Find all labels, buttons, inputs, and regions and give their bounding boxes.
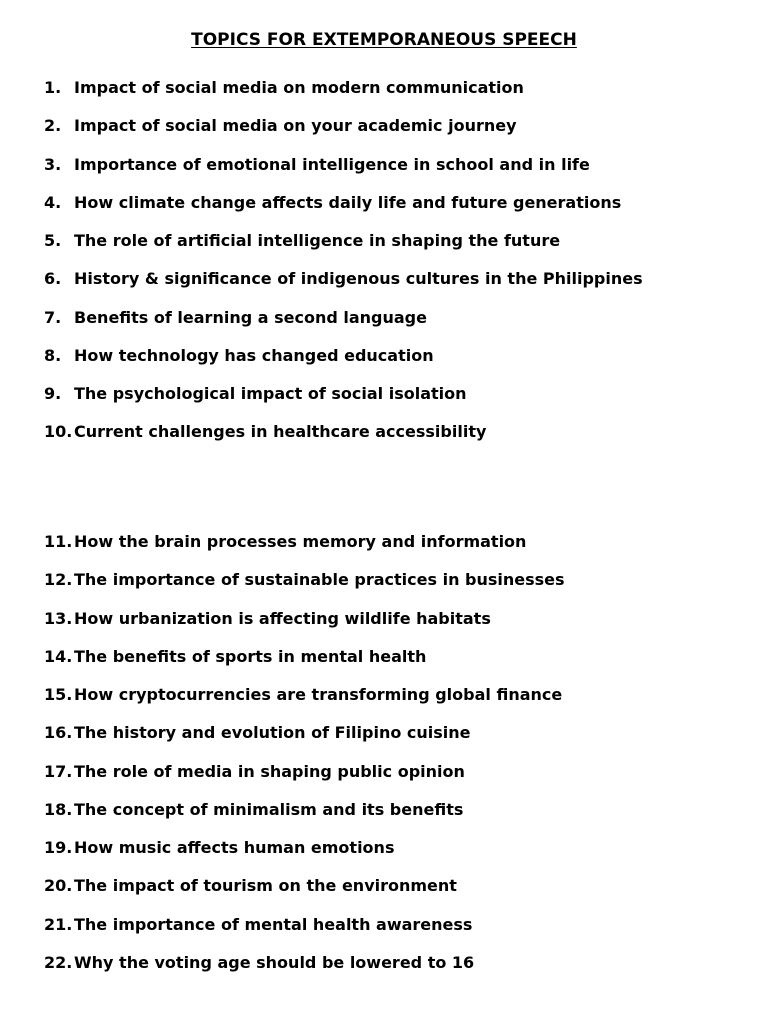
list-item — [44, 914, 565, 952]
item-text: The concept of minimalism and its benefits — [74, 799, 464, 819]
item-number: 3. — [44, 154, 62, 174]
item-text: The role of artificial intelligence in shaping the future — [74, 231, 561, 250]
document-title: TOPICS FOR EXTEMPORANEOUS SPEECH — [191, 30, 577, 50]
list-item — [44, 722, 565, 760]
item-text: How music affects human emotions — [74, 838, 395, 857]
item-text: The benefits of sports in mental health — [74, 646, 427, 666]
item-text: How the brain processes memory and information — [74, 532, 527, 551]
item-text: How cryptocurrencies are transforming global finance — [74, 685, 563, 704]
item-text: The importance of sustainable practices in businesses — [74, 570, 565, 590]
item-number: 15. — [44, 685, 73, 704]
item-text: Why the voting age should be lowered to 16 — [74, 952, 475, 972]
item-text: How climate change affects daily life and future generations — [74, 192, 622, 212]
item-number: 12. — [44, 570, 73, 590]
item-text: Benefits of learning a second language — [74, 307, 427, 327]
topic-list-part-1 — [44, 77, 643, 460]
topic-list-part-2 — [44, 531, 565, 990]
item-number: 21. — [44, 914, 73, 934]
item-number: 6. — [44, 269, 62, 289]
list-item — [44, 192, 643, 230]
item-text: The psychological impact of social isolation — [74, 384, 467, 403]
list-item — [44, 761, 565, 799]
item-number: 2. — [44, 116, 62, 136]
list-item — [44, 345, 643, 383]
list-item — [44, 383, 643, 421]
item-number: 17. — [44, 761, 73, 781]
item-number: 4. — [44, 192, 62, 212]
item-text: History & significance of indigenous cultures in the Philippines — [74, 269, 643, 289]
list-item — [44, 608, 565, 646]
item-number: 7. — [44, 307, 62, 327]
list-item — [44, 154, 643, 192]
item-text: How urbanization is affecting wildlife habitats — [74, 608, 491, 628]
list-item — [44, 569, 565, 607]
list-item — [44, 952, 565, 990]
item-text: Importance of emotional intelligence in school and in life — [74, 154, 590, 174]
list-item — [44, 230, 643, 268]
list-item — [44, 837, 565, 875]
item-text: Impact of social media on modern communication — [74, 78, 524, 97]
item-text: The importance of mental health awareness — [74, 914, 473, 934]
item-text: The history and evolution of Filipino cuisine — [74, 723, 471, 743]
item-number: 5. — [44, 231, 62, 250]
item-number: 8. — [44, 345, 62, 365]
list-item — [44, 77, 643, 115]
list-item — [44, 421, 643, 459]
item-text: Impact of social media on your academic journey — [74, 116, 517, 136]
item-number: 18. — [44, 799, 73, 819]
list-item — [44, 875, 565, 913]
item-text: The impact of tourism on the environment — [74, 876, 457, 896]
list-item — [44, 531, 565, 569]
item-number: 19. — [44, 838, 73, 857]
item-number: 16. — [44, 723, 73, 743]
list-item — [44, 799, 565, 837]
item-number: 22. — [44, 952, 73, 972]
item-text: The role of media in shaping public opinion — [74, 761, 465, 781]
item-number: 20. — [44, 876, 73, 896]
item-text: Current challenges in healthcare accessibility — [74, 422, 487, 442]
list-item — [44, 268, 643, 306]
list-item — [44, 646, 565, 684]
item-number: 1. — [44, 78, 62, 97]
item-number: 9. — [44, 384, 62, 403]
list-item — [44, 115, 643, 153]
list-item — [44, 307, 643, 345]
item-number: 13. — [44, 608, 73, 628]
item-number: 11. — [44, 532, 73, 551]
item-number: 10. — [44, 422, 73, 442]
item-text: How technology has changed education — [74, 345, 434, 365]
item-number: 14. — [44, 646, 73, 666]
list-item — [44, 684, 565, 722]
